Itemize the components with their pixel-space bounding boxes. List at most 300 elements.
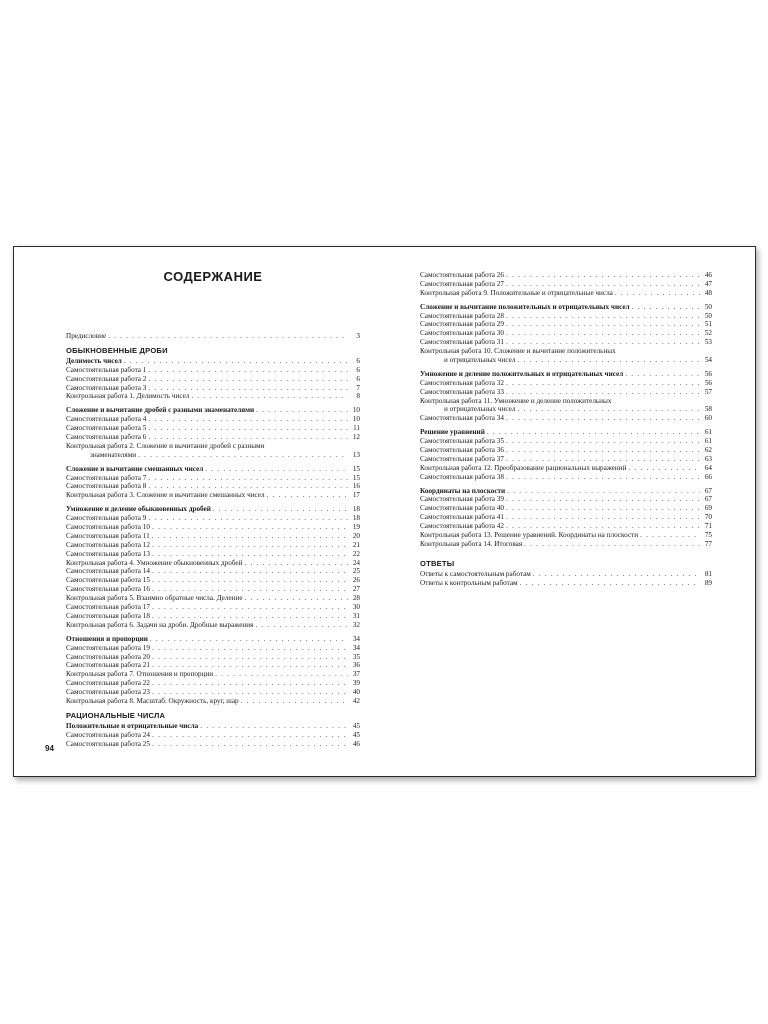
toc-entry-page: 50 [704,311,712,320]
dot-leader [506,414,700,423]
toc-entry-page: 25 [352,567,360,576]
toc-entry [66,532,360,541]
dot-leader [506,513,700,522]
toc-entry-page: 3 [356,332,360,340]
toc-entry-page: 19 [352,523,360,532]
dot-leader [506,320,700,329]
toc-entry-page: 66 [704,472,712,481]
toc-entry-page: 40 [352,688,360,697]
toc-entry-label: Делимость чисел [66,356,122,365]
dot-leader [191,392,348,401]
toc-entry-label: Самостоятельная работа 19 [66,643,150,652]
toc-entry-page: 24 [352,558,360,567]
toc-entry-label: Самостоятельная работа 27 [420,279,504,288]
toc-entry [420,570,712,579]
toc-entry-page: 26 [352,576,360,585]
dot-leader [148,433,348,442]
toc-entry [66,653,360,662]
toc-entry [66,697,360,706]
toc-topic-heading [66,505,360,514]
dot-leader [506,504,700,513]
dot-leader [148,514,348,523]
toc-entry-page: 45 [352,730,360,739]
toc-entry [66,644,360,653]
section-heading: ОТВЕТЫ [420,558,455,568]
toc-entry-continuation [420,356,712,365]
toc-entry [66,424,360,433]
dot-leader [215,670,348,679]
dot-leader [506,338,700,347]
toc-entry-page: 17 [352,491,360,500]
toc-group [66,406,360,442]
toc-entry-label: Самостоятельная работа 22 [66,679,150,688]
toc-entry [66,491,360,500]
toc-entry [66,523,360,532]
dot-leader [148,424,348,433]
dot-leader [152,679,348,688]
toc-entry-page: 20 [352,531,360,540]
toc-entry-page: 62 [704,446,712,455]
toc-entry [420,513,712,522]
dot-leader [152,740,348,749]
toc-entry-label: и отрицательных чисел [444,405,516,414]
toc-entry-page: 50 [704,302,712,311]
toc-entry-page: 60 [704,414,712,423]
toc-topic-heading [66,406,360,415]
toc-entry [420,379,712,388]
toc-group [66,722,360,749]
toc-entry-page: 13 [352,450,360,459]
toc-entry [66,433,360,442]
toc-topic-heading [420,428,712,437]
toc-entry-page: 61 [704,428,712,437]
toc-entry-label: Самостоятельная работа 15 [66,576,150,585]
dot-leader [152,567,348,576]
toc-topic-heading [420,370,712,379]
dot-leader [506,329,700,338]
toc-entry-label: Самостоятельная работа 18 [66,611,150,620]
toc-entry-page: 6 [356,365,360,374]
dot-leader [507,487,700,496]
toc-entry-label: Самостоятельная работа 32 [420,378,504,387]
toc-entry [66,541,360,550]
toc-entry [420,338,712,347]
toc-entry-page: 6 [356,356,360,365]
dot-leader [487,428,700,437]
toc-entry [420,329,712,338]
dot-leader [152,653,348,662]
toc-entry-label: Самостоятельная работа 17 [66,603,150,612]
toc-entry [420,531,712,540]
toc-entry-label: Самостоятельная работа 26 [420,271,504,279]
toc-entry [420,579,712,588]
toc-entry-label: Контрольная работа 7. Отношения и пропорции [66,670,214,679]
toc-entry-page: 35 [352,652,360,661]
toc-entry [66,679,360,688]
toc-entry-label: Контрольная работа 3. Сложение и вычитание смешанных чисел [66,491,265,500]
page-number: 94 [45,744,54,753]
toc-entry-page: 77 [704,539,712,548]
dot-leader [632,303,700,312]
dot-leader [245,594,348,603]
dot-leader [241,697,348,706]
dot-leader [108,332,348,341]
toc-entry [66,559,360,568]
dot-leader [628,464,700,473]
toc-entry-label: Контрольная работа 5. Взаимно обратные числа. Деление [66,594,243,603]
dot-leader [506,312,700,321]
toc-left-column [66,269,360,749]
toc-entry-label: Самостоятельная работа 5 [66,424,147,433]
dot-leader [533,570,700,579]
toc-entry-page: 18 [352,505,360,514]
toc-entry [66,585,360,594]
toc-entry [66,384,360,393]
toc-entry-page: 16 [352,482,360,491]
toc-entry-page: 27 [352,585,360,594]
toc-entry-page: 54 [704,356,712,365]
toc-entry [66,392,360,401]
toc-entry-multiline: Контрольная работа 10. Сложение и вычитание положительных [420,347,616,356]
toc-entry [66,670,360,679]
toc-entry-page: 39 [352,679,360,688]
toc-entry-page: 22 [352,549,360,558]
toc-group [420,570,712,588]
toc-entry-label: Координаты на плоскости [420,486,506,495]
toc-entry-label: Сложение и вычитание дробей с разными знаменателями [66,406,255,415]
toc-entry-page: 58 [704,405,712,414]
toc-entry [420,522,712,531]
toc-group [66,505,360,629]
toc-entry-label: Контрольная работа 14. Итоговая [420,539,523,548]
toc-entry-page: 28 [352,594,360,603]
toc-entry-page: 61 [704,437,712,446]
dot-leader [255,621,348,630]
toc-entry [66,415,360,424]
toc-entry-label: Самостоятельная работа 28 [420,311,504,320]
dot-leader [124,357,348,366]
dot-leader [506,473,700,482]
toc-entry-label: Самостоятельная работа 8 [66,482,147,491]
toc-entry-label: Ответы к самостоятельным работам [420,569,531,578]
toc-entry-page: 15 [352,464,360,473]
dot-leader [152,644,348,653]
toc-entry-page: 10 [352,415,360,424]
toc-entry-label: Самостоятельная работа 14 [66,567,150,576]
section-heading: ОБЫКНОВЕННЫЕ ДРОБИ [66,345,168,355]
toc-entry-page: 31 [352,611,360,620]
toc-entry-page: 56 [704,369,712,378]
dot-leader [267,491,348,500]
toc-topic-heading [420,303,712,312]
toc-group [66,635,360,706]
toc-entry [66,612,360,621]
toc-entry-label: Самостоятельная работа 11 [66,531,150,540]
toc-entry [420,504,712,513]
toc-entry-label: Самостоятельная работа 33 [420,387,504,396]
dot-leader [148,384,348,393]
toc-group [420,370,712,397]
toc-entry-page: 57 [704,387,712,396]
dot-leader [615,289,700,298]
toc-entry-page: 81 [704,569,712,578]
toc-entry-label: Положительные и отрицательные числа [66,721,199,730]
toc-entry-label: Самостоятельная работа 40 [420,504,504,513]
toc-entry [66,482,360,491]
toc-entry-multiline: Контрольная работа 11. Умножение и деление положительных [420,396,612,405]
dot-leader [148,375,348,384]
toc-entry [66,688,360,697]
dot-leader [200,722,348,731]
book-page [13,246,756,777]
toc-group [66,465,360,501]
dot-leader [152,576,348,585]
toc-entry-label: Самостоятельная работа 4 [66,415,147,424]
dot-leader [152,550,348,559]
toc-entry-label: Самостоятельная работа 9 [66,514,147,523]
toc-entry-label: Умножение и деление обыкновенных дробей [66,505,211,514]
toc-entry [66,621,360,630]
toc-group [420,303,712,347]
toc-entry-label: Предисловие [66,332,107,340]
toc-entry [420,495,712,504]
dot-leader [506,446,700,455]
toc-entry-page: 6 [356,374,360,383]
toc-entry-continuation [66,451,360,460]
toc-entry [66,474,360,483]
toc-group [420,487,712,549]
toc-topic-heading [66,357,360,366]
toc-entry-page: 56 [704,378,712,387]
toc-entry-page: 32 [352,620,360,629]
toc-entry-page: 51 [704,320,712,329]
toc-entry-label: Самостоятельная работа 6 [66,433,147,442]
toc-entry-label: Самостоятельная работа 41 [420,513,504,522]
toc-entry-label: Самостоятельная работа 2 [66,374,147,383]
toc-entry [420,473,712,482]
toc-entry [420,414,712,423]
toc-entry-page: 21 [352,540,360,549]
dot-leader [506,280,700,289]
toc-entry [66,550,360,559]
dot-leader [148,415,348,424]
toc-entry-page: 42 [352,696,360,705]
toc-entry-label: Решение уравнений [420,428,485,437]
toc-entry-label: Самостоятельная работа 34 [420,414,504,423]
dot-leader [152,661,348,670]
toc-entry-label: Сложение и вычитание смешанных чисел [66,464,204,473]
dot-leader [640,531,700,540]
toc-entry-label: Самостоятельная работа 31 [420,338,504,347]
toc-entry-page: 45 [352,721,360,730]
toc-entry-label: Контрольная работа 12. Преобразование рациональных выражений [420,463,627,472]
dot-leader [506,455,700,464]
toc-entry [420,312,712,321]
dot-leader [152,612,348,621]
toc-entry-label: Самостоятельная работа 20 [66,652,150,661]
toc-entry-page: 34 [352,634,360,643]
page-title: СОДЕРЖАНИЕ [163,269,263,284]
toc-entry-page: 15 [352,473,360,482]
toc-entry [420,280,712,289]
toc-entry [420,455,712,464]
dot-leader [524,540,700,549]
toc-entry [420,437,712,446]
toc-entry-label: Самостоятельная работа 35 [420,437,504,446]
toc-entry-label: Самостоятельная работа 38 [420,472,504,481]
toc-entry-preface [66,332,360,341]
toc-entry-label: Самостоятельная работа 37 [420,454,504,463]
toc-entry-label: Контрольная работа 9. Положительные и отрицательные числа [420,288,613,297]
toc-topic-heading [420,487,712,496]
toc-entry [66,731,360,740]
dot-leader [152,731,348,740]
dot-leader [152,585,348,594]
toc-entry [66,375,360,384]
toc-group [420,428,712,481]
toc-entry-page: 37 [352,670,360,679]
toc-entry-label: Самостоятельная работа 10 [66,523,150,532]
toc-entry-continuation [420,405,712,414]
toc-entry [420,320,712,329]
toc-entry-label: Самостоятельная работа 36 [420,446,504,455]
toc-entry-label: Отношения и пропорции [66,634,148,643]
toc-entry-label: Самостоятельная работа 1 [66,365,147,374]
toc-entry-page: 11 [353,424,360,433]
dot-leader [148,474,348,483]
dot-leader [138,451,348,460]
toc-entry-label: Самостоятельная работа 16 [66,585,150,594]
toc-entry-label: Умножение и деление положительных и отрицательных чисел [420,369,624,378]
dot-leader [506,495,700,504]
toc-entry-page: 8 [356,392,360,401]
toc-entry [420,446,712,455]
toc-entry-label: Самостоятельная работа 21 [66,661,150,670]
section-heading: РАЦИОНАЛЬНЫЕ ЧИСЛА [66,710,166,720]
toc-entry-label: Самостоятельная работа 30 [420,329,504,338]
dot-leader [256,406,348,415]
toc-entry-page: 10 [352,406,360,415]
dot-leader [625,370,700,379]
dot-leader [517,356,700,365]
toc-entry-page: 71 [704,522,712,531]
toc-entry-page: 34 [352,643,360,652]
toc-entry-label: Самостоятельная работа 25 [66,739,150,748]
toc-entry-label: Контрольная работа 1. Делимость чисел [66,392,190,401]
dot-leader [244,559,348,568]
dot-leader [517,405,700,414]
toc-entry [420,540,712,549]
dot-leader [152,523,348,532]
toc-entry [66,514,360,523]
toc-entry-page: 53 [704,338,712,347]
dot-leader [152,688,348,697]
toc-right-column [420,271,712,588]
dot-leader [506,522,700,531]
toc-entry-page: 67 [704,495,712,504]
toc-entry-label: Самостоятельная работа 29 [420,320,504,329]
dot-leader [205,465,348,474]
toc-entry-page: 46 [352,739,360,748]
toc-entry [420,388,712,397]
toc-entry-label: Контрольная работа 13. Решение уравнений. Координаты на плоскости [420,531,639,540]
toc-entry-page: 12 [352,433,360,442]
toc-entry-page: 67 [704,486,712,495]
toc-entry [66,576,360,585]
toc-topic-heading [66,465,360,474]
toc-group [420,271,712,298]
toc-entry [66,740,360,749]
dot-leader [148,366,348,375]
dot-leader [506,437,700,446]
toc-entry-label: Контрольная работа 4. Умножение обыкновенных дробей [66,558,243,567]
dot-leader [150,635,348,644]
toc-entry-page: 7 [356,383,360,392]
toc-entry-label: Самостоятельная работа 39 [420,495,504,504]
dot-leader [148,482,348,491]
toc-entry-page: 89 [704,578,712,587]
toc-entry [66,567,360,576]
toc-entry-page: 46 [704,271,712,279]
dot-leader [152,532,348,541]
toc-entry-page: 47 [704,279,712,288]
toc-group [420,414,712,423]
toc-entry [420,271,712,280]
toc-topic-heading [66,635,360,644]
toc-entry-page: 30 [352,603,360,612]
toc-entry-label: Сложение и вычитание положительных и отрицательных чисел [420,302,630,311]
toc-entry-page: 63 [704,454,712,463]
toc-entry-page: 48 [704,288,712,297]
toc-entry-label: Контрольная работа 8. Масштаб. Окружность, круг, шар [66,696,239,705]
toc-entry-label: Самостоятельная работа 12 [66,540,150,549]
toc-entry-page: 70 [704,513,712,522]
toc-entry-label: и отрицательных чисел [444,356,516,365]
toc-entry-label: Самостоятельная работа 23 [66,688,150,697]
toc-entry-page: 75 [704,531,712,540]
toc-entry [66,366,360,375]
dot-leader [152,541,348,550]
toc-entry [420,464,712,473]
toc-entry-multiline: Контрольная работа 2. Сложение и вычитание дробей с разными [66,441,265,450]
toc-entry [66,661,360,670]
dot-leader [506,379,700,388]
toc-entry-page: 52 [704,329,712,338]
toc-topic-heading [66,722,360,731]
toc-entry-label: Контрольная работа 6. Задачи на дроби. Дробные выражения [66,620,254,629]
dot-leader [152,603,348,612]
toc-entry-page: 36 [352,661,360,670]
toc-entry-label: Самостоятельная работа 3 [66,383,147,392]
toc-entry [66,603,360,612]
toc-entry-label: Самостоятельная работа 42 [420,522,504,531]
toc-entry-page: 64 [704,463,712,472]
dot-leader [213,505,348,514]
toc-entry-page: 69 [704,504,712,513]
dot-leader [506,271,700,280]
toc-entry-label: знаменателями [90,450,137,459]
toc-entry-label: Самостоятельная работа 7 [66,473,147,482]
toc-group [66,357,360,401]
dot-leader [520,579,700,588]
toc-entry [420,289,712,298]
dot-leader [506,388,700,397]
toc-entry-label: Самостоятельная работа 13 [66,549,150,558]
toc-entry-label: Самостоятельная работа 24 [66,730,150,739]
toc-entry-page: 18 [352,514,360,523]
toc-entry-label: Ответы к контрольным работам [420,578,518,587]
toc-entry [66,594,360,603]
